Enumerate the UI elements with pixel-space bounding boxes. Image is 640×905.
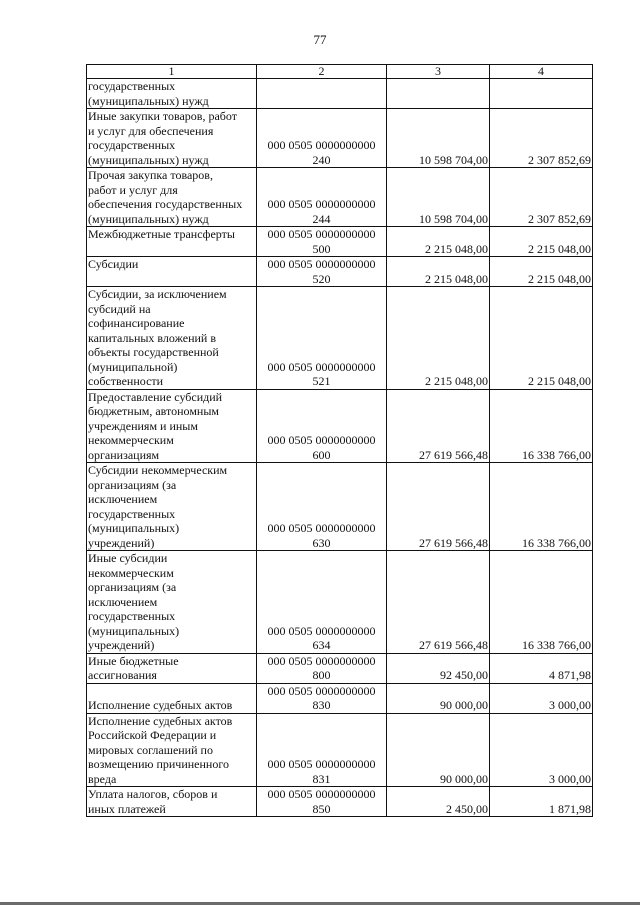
row-name-cell: Предоставление субсидий бюджетным, автономным учреждениям и иным некоммерческим организациям xyxy=(87,389,257,463)
row-value-col3-cell: 2 215 048,00 xyxy=(387,287,490,390)
table-row xyxy=(87,463,593,551)
table-row xyxy=(87,389,593,463)
table-row xyxy=(87,109,593,168)
row-code-cell xyxy=(257,79,387,109)
row-code-cell: 000 0505 0000000000 800 xyxy=(257,653,387,683)
row-name-cell: Субсидии некоммерческим организациям (за исключением государственных (муниципальных) учреждений) xyxy=(87,463,257,551)
row-code-cell: 000 0505 0000000000 244 xyxy=(257,168,387,227)
table-row xyxy=(87,227,593,257)
row-name-cell: Уплата налогов, сборов и иных платежей xyxy=(87,787,257,817)
table-row xyxy=(87,79,593,109)
row-code-cell: 000 0505 0000000000 520 xyxy=(257,257,387,287)
row-value-col3-cell: 2 450,00 xyxy=(387,787,490,817)
row-value-col4-cell: 16 338 766,00 xyxy=(490,463,593,551)
row-name-cell: Субсидии xyxy=(87,257,257,287)
header-col-2: 2 xyxy=(257,65,387,79)
row-code-cell: 000 0505 0000000000 830 xyxy=(257,683,387,713)
row-code-cell: 000 0505 0000000000 634 xyxy=(257,551,387,654)
row-value-col3-cell: 90 000,00 xyxy=(387,683,490,713)
row-name-cell: Исполнение судебных актов xyxy=(87,683,257,713)
header-col-3: 3 xyxy=(387,65,490,79)
row-value-col4-cell xyxy=(490,79,593,109)
row-value-col4-cell: 2 307 852,69 xyxy=(490,109,593,168)
row-value-col4-cell: 2 215 048,00 xyxy=(490,287,593,390)
row-name-cell: Прочая закупка товаров, работ и услуг для обеспечения государственных (муниципальных) нужд xyxy=(87,168,257,227)
budget-table xyxy=(86,64,593,817)
row-value-col3-cell xyxy=(387,79,490,109)
row-code-cell: 000 0505 0000000000 521 xyxy=(257,287,387,390)
row-name-cell: Субсидии, за исключением субсидий на софинансирование капитальных вложений в объекты государственной (муниципальной) собственности xyxy=(87,287,257,390)
row-value-col4-cell: 2 307 852,69 xyxy=(490,168,593,227)
row-value-col4-cell: 1 871,98 xyxy=(490,787,593,817)
row-name-cell: Иные бюджетные ассигнования xyxy=(87,653,257,683)
row-value-col4-cell: 3 000,00 xyxy=(490,683,593,713)
table-row xyxy=(87,787,593,817)
header-col-1: 1 xyxy=(87,65,257,79)
header-col-4: 4 xyxy=(490,65,593,79)
table-row xyxy=(87,551,593,654)
row-value-col3-cell: 27 619 566,48 xyxy=(387,551,490,654)
row-value-col4-cell: 16 338 766,00 xyxy=(490,551,593,654)
table-row xyxy=(87,713,593,787)
row-value-col4-cell: 16 338 766,00 xyxy=(490,389,593,463)
row-value-col3-cell: 90 000,00 xyxy=(387,713,490,787)
row-name-cell: государственных (муниципальных) нужд xyxy=(87,79,257,109)
row-name-cell: Межбюджетные трансферты xyxy=(87,227,257,257)
row-code-cell: 000 0505 0000000000 500 xyxy=(257,227,387,257)
row-value-col3-cell: 10 598 704,00 xyxy=(387,168,490,227)
row-code-cell: 000 0505 0000000000 850 xyxy=(257,787,387,817)
row-name-cell: Исполнение судебных актов Российской Федерации и мировых соглашений по возмещению причиненного вреда xyxy=(87,713,257,787)
row-code-cell: 000 0505 0000000000 600 xyxy=(257,389,387,463)
table-body xyxy=(87,65,593,817)
row-name-cell: Иные субсидии некоммерческим организациям (за исключением государственных (муниципальных) учреждений) xyxy=(87,551,257,654)
table-row xyxy=(87,653,593,683)
row-value-col3-cell: 27 619 566,48 xyxy=(387,389,490,463)
row-value-col3-cell: 92 450,00 xyxy=(387,653,490,683)
row-value-col4-cell: 3 000,00 xyxy=(490,713,593,787)
row-code-cell: 000 0505 0000000000 630 xyxy=(257,463,387,551)
row-value-col4-cell: 4 871,98 xyxy=(490,653,593,683)
row-value-col4-cell: 2 215 048,00 xyxy=(490,227,593,257)
header-row xyxy=(87,65,593,79)
row-value-col3-cell: 10 598 704,00 xyxy=(387,109,490,168)
table-row xyxy=(87,257,593,287)
table-row xyxy=(87,168,593,227)
row-value-col3-cell: 27 619 566,48 xyxy=(387,463,490,551)
page-number: 77 xyxy=(313,32,327,47)
row-code-cell: 000 0505 0000000000 831 xyxy=(257,713,387,787)
row-name-cell: Иные закупки товаров, работ и услуг для обеспечения государственных (муниципальных) нужд xyxy=(87,109,257,168)
table-row xyxy=(87,683,593,713)
row-value-col3-cell: 2 215 048,00 xyxy=(387,257,490,287)
row-value-col4-cell: 2 215 048,00 xyxy=(490,257,593,287)
table-row xyxy=(87,287,593,390)
row-value-col3-cell: 2 215 048,00 xyxy=(387,227,490,257)
row-code-cell: 000 0505 0000000000 240 xyxy=(257,109,387,168)
